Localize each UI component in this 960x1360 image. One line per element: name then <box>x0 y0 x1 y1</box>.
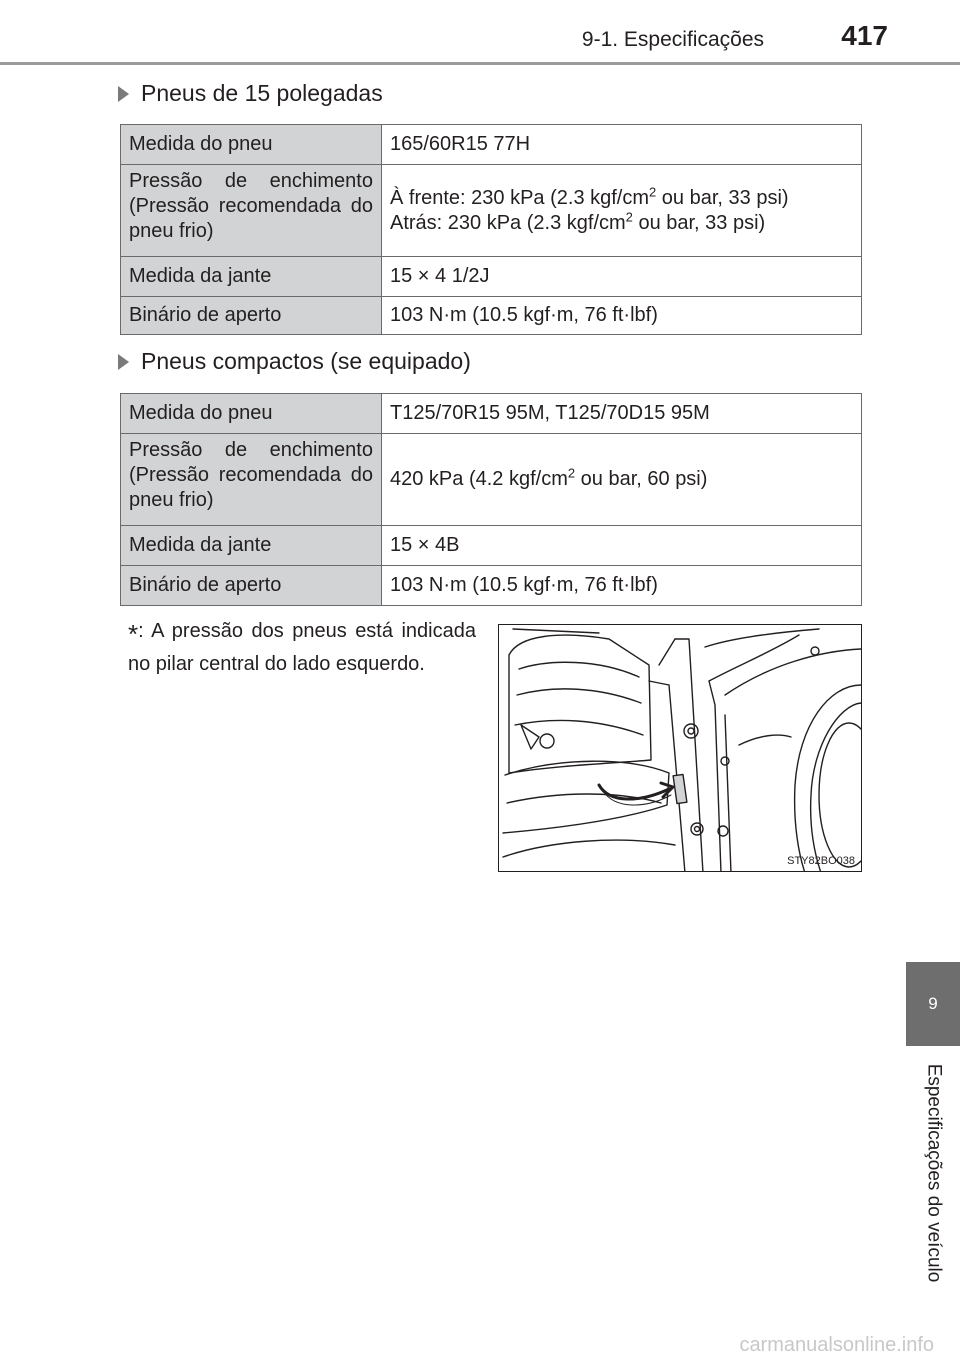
footnote-marker: * <box>128 619 139 649</box>
section-heading-15-inch <box>118 80 383 107</box>
door-pillar-illustration <box>498 624 862 872</box>
table-value: 103 N·m (10.5 kgf·m, 76 ft·lbf) <box>382 297 862 335</box>
table-value: 165/60R15 77H <box>382 125 862 165</box>
table-key: Medida do pneu <box>121 394 382 434</box>
table-key: Binário de aperto <box>121 297 382 335</box>
table-row <box>121 165 862 257</box>
table-value <box>382 165 862 257</box>
section-heading-compact <box>118 348 471 375</box>
pressure-front-line: À frente: 230 kPa (2.3 kgf/$cm^2$ ou bar, 33 psi) <box>390 183 789 209</box>
footnote-text: : A pressão dos pneus está indicada no pilar central do lado esquerdo. <box>128 620 476 675</box>
chapter-tab[interactable] <box>906 962 960 1046</box>
table-value: 103 N·m (10.5 kgf·m, 76 ft·lbf) <box>382 566 862 606</box>
section-heading-text: Pneus compactos (se equipado) <box>141 348 471 374</box>
figure-code: STY82BO038 <box>787 855 855 867</box>
chapter-title: Especificações do veículo <box>923 1063 944 1283</box>
table-value: 15 × 4 1/2J <box>382 257 862 297</box>
spec-table-15-inch <box>120 124 862 335</box>
table-row <box>121 566 862 606</box>
triangle-bullet-icon <box>118 354 129 370</box>
pressure-rear-line: Atrás: 230 kPa (2.3 kgf/$cm^2$ ou bar, 33 psi) <box>390 208 766 234</box>
table-key: Pressão de enchimento (Pressão recomendada do pneu frio) <box>121 434 382 526</box>
table-key: Binário de aperto <box>121 566 382 606</box>
triangle-bullet-icon <box>118 86 129 102</box>
table-row <box>121 297 862 335</box>
chapter-title-vertical <box>906 1046 960 1300</box>
table-key: Pressão de enchimento (Pressão recomendada do pneu frio) <box>121 165 382 257</box>
table-row <box>121 257 862 297</box>
header-section-title: 9-1. Especificações <box>581 28 764 51</box>
table-key: Medida da jante <box>121 526 382 566</box>
section-heading-text: Pneus de 15 polegadas <box>141 80 383 106</box>
chapter-number: 9 <box>928 994 938 1013</box>
table-value: 15 × 4B <box>382 526 862 566</box>
page-number: 417 <box>841 20 888 51</box>
table-row <box>121 434 862 526</box>
watermark[interactable]: carmanualsonline.info <box>739 1334 934 1356</box>
footnote <box>128 616 476 679</box>
table-row <box>121 526 862 566</box>
table-key: Medida da jante <box>121 257 382 297</box>
table-value: 420 kPa (4.2 kgf/$cm^2$ ou bar, 60 psi) <box>382 434 862 526</box>
table-value: T125/70R15 95M, T125/70D15 95M <box>382 394 862 434</box>
table-key: Medida do pneu <box>121 125 382 165</box>
header-rule <box>0 62 960 65</box>
car-interior-illustration <box>499 625 862 872</box>
table-row <box>121 125 862 165</box>
table-row <box>121 394 862 434</box>
spec-table-compact <box>120 393 862 606</box>
